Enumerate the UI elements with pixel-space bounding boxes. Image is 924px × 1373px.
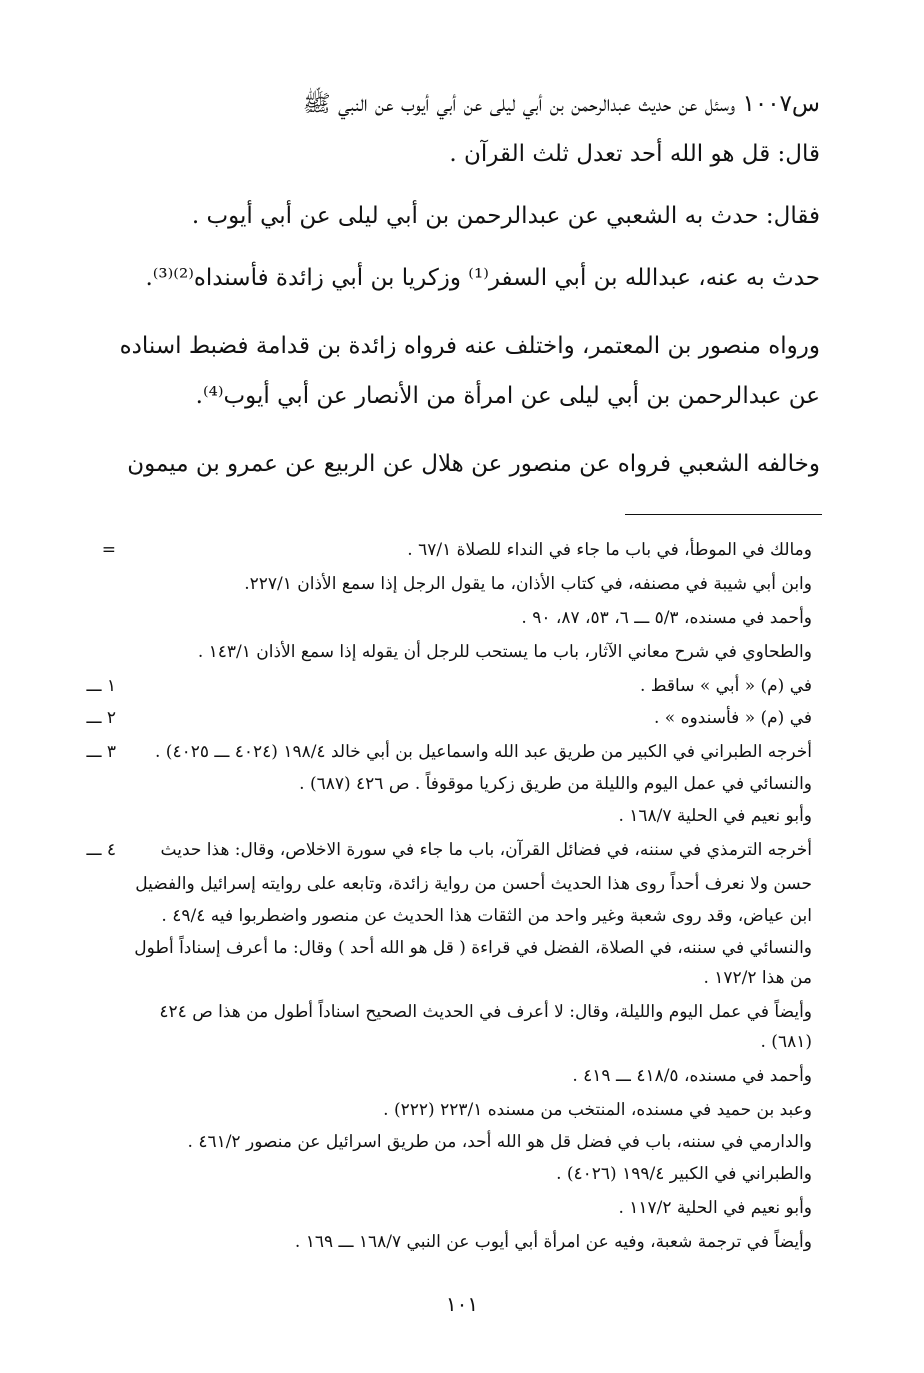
footnote-number-2: ٢ ـــ	[86, 708, 116, 728]
footnote-line: والنسائي في عمل اليوم والليلة من طريق زكريا موقوفاً . ص ٤٢٦ (٦٨٧) .	[299, 774, 812, 794]
footnote-line: والطبراني في الكبير ١٩٩/٤ (٤٠٢٦) .	[556, 1164, 812, 1184]
footnote-line: في (م) « فأسندوه » .	[653, 708, 812, 728]
footnote-line: حسن ولا نعرف أحداً روى هذا الحديث أحسن من رواية زائدة، وتابعه على روايته إسرائيل والفضيل	[135, 874, 812, 894]
answer-line-5: وخالفه الشعبي فرواه عن منصور عن هلال عن الربيع عن عمرو بن ميمون	[127, 451, 820, 477]
footnote-line: وعبد بن حميد في مسنده، المنتخب من مسنده ٢٢٣/١ (٢٢٢) .	[383, 1100, 812, 1120]
footnote-line: من هذا ١٧٢/٢ .	[703, 968, 812, 988]
footnote-continuation-mark: =	[101, 540, 116, 560]
footnote-line: وأيضاً في ترجمة شعبة، وفيه عن امرأة أبي أيوب عن النبي ١٦٨/٧ ـــ ١٦٩ .	[294, 1232, 812, 1252]
page-number: ١٠١	[445, 1292, 479, 1316]
footnote-line: أخرجه الطبراني في الكبير من طريق عبد الله واسماعيل بن أبي خالد ١٩٨/٤ (٤٠٢٤ ـــ ٤٠٢٥) .	[155, 742, 812, 762]
footnote-line: وابن أبي شيبة في مصنفه، في كتاب الأذان، ما يقول الرجل إذا سمع الأذان ٢٢٧/١.	[244, 574, 812, 594]
answer-line-4: عن عبدالرحمن بن أبي ليلى عن امرأة من الأنصار عن أبي أيوب⁽⁴⁾.	[195, 383, 820, 409]
footnote-number-4: ٤ ـــ	[86, 840, 116, 860]
footnote-line: وأبو نعيم في الحلية ١٦٨/٧ .	[618, 806, 812, 826]
footnote-line: وأحمد في مسنده، ٥/٣ ـــ ٦، ٥٣، ٨٧، ٩٠ .	[521, 608, 812, 628]
footnote-line: أخرجه الترمذي في سننه، في فضائل القرآن، باب ما جاء في سورة الاخلاص، وقال: هذا حديث	[160, 840, 812, 860]
footnote-line: والطحاوي في شرح معاني الآثار، باب ما يستحب للرجل أن يقوله إذا سمع الأذان ١٤٣/١ .	[197, 642, 812, 662]
footnote-line: والدارمي في سننه، باب في فضل قل هو الله أحد، من طريق اسرائيل عن منصور ٤٦١/٢ .	[187, 1132, 812, 1152]
question-line-2: قال: قل هو الله أحد تعدل ثلث القرآن .	[449, 141, 820, 167]
answer-line-2: حدث به عنه، عبدالله بن أبي السفر⁽¹⁾ وزكريا بن أبي زائدة فأسنداه⁽²⁾⁽³⁾.	[145, 265, 820, 291]
footnote-number-3: ٣ ـــ	[86, 742, 116, 762]
answer-line-3: ورواه منصور بن المعتمر، واختلف عنه فرواه زائدة بن قدامة فضبط اسناده	[119, 333, 820, 359]
answer-line-1: فقال: حدث به الشعبي عن عبدالرحمن بن أبي ليلى عن أبي أيوب .	[191, 203, 820, 229]
footnote-line: وأيضاً في عمل اليوم والليلة، وقال: لا أعرف في الحديث الصحيح اسناداً أطول من هذا ص ٤٢٤	[159, 1002, 812, 1022]
footnote-line: ابن عياض، وقد روى شعبة وغير واحد من الثقات هذا الحديث عن منصور واضطربوا فيه ٤٩/٤ .	[161, 906, 812, 926]
footnote-line: والنسائي في سننه، في الصلاة، الفضل في قراءة ( قل هو الله أحد ) وقال: ما أعرف إسناداً أطول	[134, 938, 812, 958]
footnote-line: وأبو نعيم في الحلية ١١٧/٢ .	[618, 1198, 812, 1218]
footnote-line: وأحمد في مسنده، ٤١٨/٥ ـــ ٤١٩ .	[572, 1066, 812, 1086]
footnote-line: في (م) « أبي » ساقط .	[639, 676, 812, 696]
footnote-separator	[625, 514, 822, 515]
footnote-line: ومالك في الموطأ، في باب ما جاء في النداء للصلاة ٦٧/١ .	[407, 540, 812, 560]
question-line-1: س١٠٠٧ وسئل عن حديث عبدالرحمن بن أبي ليلى عن أبي أيوب عن النبي ﷺ	[302, 91, 820, 117]
footnote-number-1: ١ ـــ	[86, 676, 116, 696]
footnote-line: (٦٨١) .	[760, 1032, 812, 1052]
